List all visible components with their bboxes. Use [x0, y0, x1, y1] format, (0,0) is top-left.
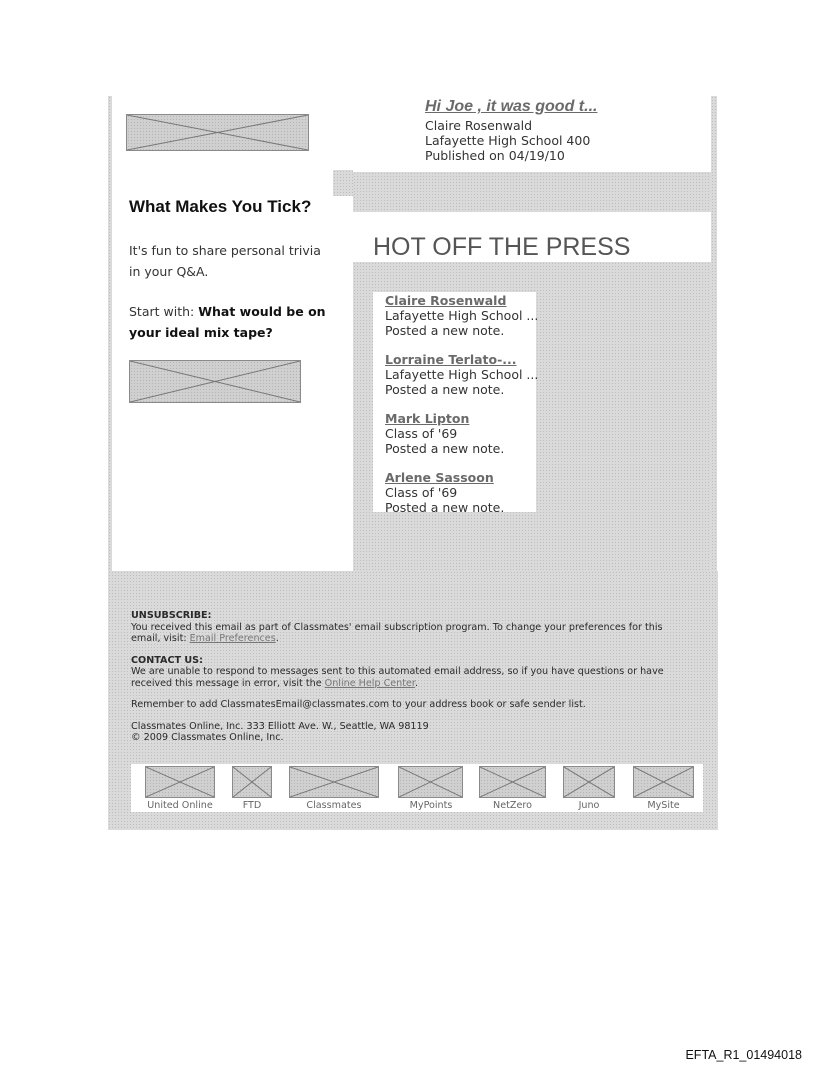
press-item-action: Posted a new note. — [385, 441, 505, 456]
contact-text — [131, 666, 691, 689]
contact-label: CONTACT US: — [131, 654, 203, 666]
press-item — [385, 352, 537, 411]
press-item-name[interactable]: Arlene Sassoon — [385, 470, 494, 485]
email-preferences-link[interactable]: Email Preferences — [189, 633, 276, 644]
unsubscribe-text — [131, 622, 691, 645]
tick-heading: What Makes You Tick? — [129, 197, 312, 216]
section-banner — [353, 172, 711, 212]
brand-label: United Online — [147, 800, 213, 811]
contact-period: . — [414, 677, 419, 689]
unsubscribe-body: You received this email as part of Classmates' email subscription program. To change your preferences for this email, visit: — [131, 621, 663, 644]
tick-body: It's fun to share personal trivia in your Q&A. — [129, 243, 321, 279]
document-id: EFTA_R1_01494018 — [685, 1048, 802, 1062]
right-border — [711, 96, 717, 576]
brand-strip — [131, 764, 703, 812]
copyright: © 2009 Classmates Online, Inc. — [131, 732, 284, 743]
brand-label: NetZero — [493, 800, 532, 811]
press-item-action: Posted a new note. — [385, 323, 505, 338]
tick-prompt — [129, 301, 334, 343]
press-item-detail: Class of '69 — [385, 426, 458, 441]
online-help-link[interactable]: Online Help Center — [324, 677, 415, 689]
footer-text — [131, 610, 691, 744]
press-item-name[interactable]: Claire Rosenwald — [385, 293, 507, 308]
brand-logo-mysite[interactable] — [633, 766, 694, 798]
brand-label: Juno — [578, 800, 600, 811]
brand-logo-united-online[interactable] — [145, 766, 215, 798]
contact-body: We are unable to respond to messages sent to this automated email address, so if you have questions or have received this message in error, visit the — [131, 666, 664, 689]
tick-prompt-question: What would be on your ideal mix tape? — [129, 304, 326, 340]
brand-label: Classmates — [306, 800, 362, 811]
press-items — [385, 293, 537, 529]
header-image-placeholder — [126, 114, 309, 151]
brand-label: FTD — [242, 800, 262, 811]
brand-logo-mypoints[interactable] — [398, 766, 463, 798]
press-item-detail: Lafayette High School ... — [385, 308, 539, 323]
unsubscribe-label: UNSUBSCRIBE: — [131, 610, 212, 621]
brand-logo-ftd[interactable] — [232, 766, 272, 798]
unsubscribe-period: . — [275, 633, 279, 644]
press-item-detail: Lafayette High School ... — [385, 367, 539, 382]
brand-logo-netzero[interactable] — [479, 766, 546, 798]
press-item-action: Posted a new note. — [385, 500, 505, 515]
note-published: Published on 04/19/10 — [425, 148, 565, 163]
press-item-detail: Class of '69 — [385, 485, 458, 500]
brand-logo-juno[interactable] — [563, 766, 615, 798]
press-item-action: Posted a new note. — [385, 382, 505, 397]
press-item-name[interactable]: Lorraine Terlato-... — [385, 352, 517, 367]
press-heading-text: HOT OFF THE PRESS — [373, 233, 631, 261]
divider-bar — [333, 170, 353, 196]
remember-text: Remember to add ClassmatesEmail@classmates.com to your address book or safe sender list. — [131, 699, 586, 710]
note-school: Lafayette High School 400 — [425, 133, 591, 148]
note-title-link[interactable]: Hi Joe , it was good t... — [425, 98, 598, 115]
press-item-name[interactable]: Mark Lipton — [385, 411, 470, 426]
press-item — [385, 470, 537, 529]
tick-prompt-prefix: Start with: — [129, 304, 199, 319]
brand-label: MySite — [647, 800, 680, 811]
brand-logo-classmates[interactable] — [289, 766, 379, 798]
note-author: Claire Rosenwald — [425, 118, 533, 133]
press-item — [385, 293, 537, 352]
brand-label: MyPoints — [409, 800, 453, 811]
tick-image-placeholder[interactable] — [129, 360, 301, 403]
press-heading — [353, 213, 711, 262]
press-item — [385, 411, 537, 470]
company-address: Classmates Online, Inc. 333 Elliott Ave. W., Seattle, WA 98119 — [131, 720, 429, 732]
